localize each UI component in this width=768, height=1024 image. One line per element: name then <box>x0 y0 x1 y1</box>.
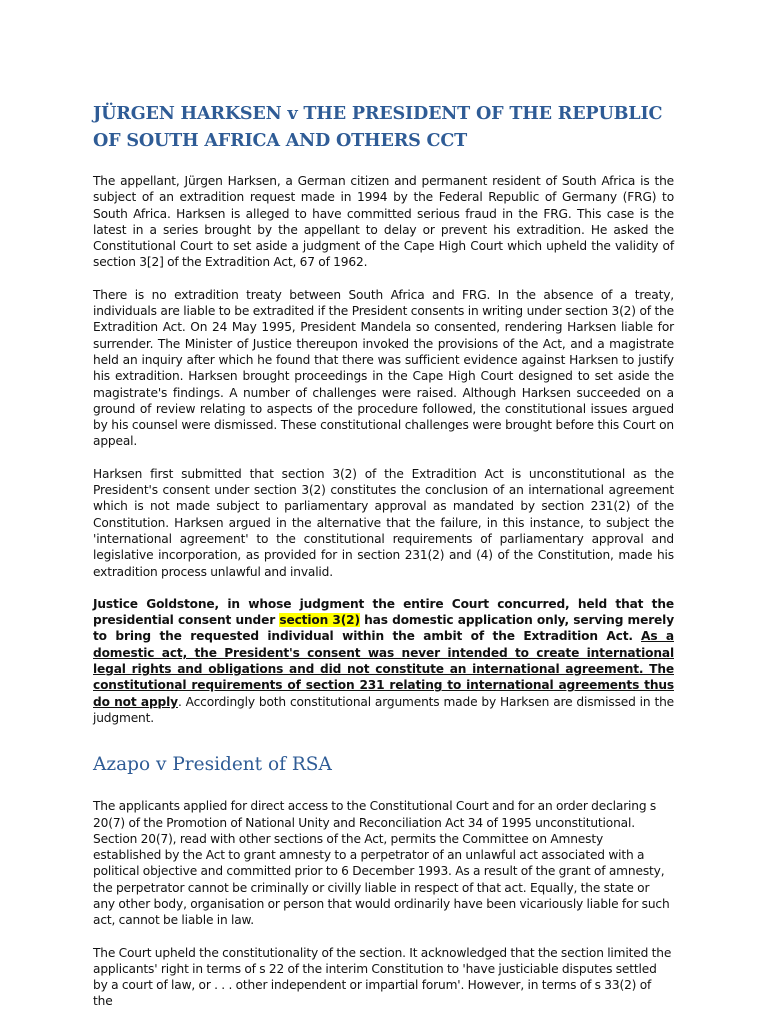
holding-text-continued: has domestic application only, serving merely to bring the requested individual within the ambit of the Extradition Act. <box>93 613 674 644</box>
holding-underlined-text: As a domestic act, the President's consent was never intended to create international legal rights and obligations and did not constitute an international agreement. The constitutional requirements of section 231 relating to international agreements thus do not apply <box>93 629 674 709</box>
case-title-azapo: Azapo v President of RSA <box>93 754 332 776</box>
harksen-paragraph-2: There is no extradition treaty between South Africa and FRG. In the absence of a treaty, individuals are liable to be extradited if the President consents in writing under section 3(2) of the Extradition Act. On 24 May 1995, President Mandela so consented, rendering Harksen liable for surrender. The Minister of Justice thereupon invoked the provisions of the Act, and a magistrate held an inquiry after which he found that there was sufficient evidence against Harksen to justify his extradition. Harksen brought proceedings in the Cape High Court designed to set aside the magistrate's findings. A number of challenges were raised. Although Harksen succeeded on a ground of review relating to aspects of the procedure followed, the constitutional issues argued by his counsel were dismissed. These constitutional challenges were brought before this Court on appeal. <box>93 287 674 449</box>
case-title-harksen: JÜRGEN HARKSEN v THE PRESIDENT OF THE REPUBLIC OF SOUTH AFRICA AND OTHERS CCT <box>93 103 663 151</box>
holding-text: Justice Goldstone, in whose judgment the entire Court concurred, held that the presidential consent under <box>93 596 674 628</box>
azapo-paragraph-2: The Court upheld the constitutionality of the section. It acknowledged that the section limited the applicants' right in terms of s 22 of the interim Constitution to 'have justiciable disputes settled by a court of law, or . . . other independent or impartial forum'. However, in terms of s 33(2) of the <box>93 945 672 1009</box>
document-page <box>93 96 674 1010</box>
section-reference-highlight: section 3(2) <box>279 613 360 628</box>
holding-conclusion-text: . Accordingly both constitutional arguments made by Harksen are dismissed in the judgment. <box>93 694 675 725</box>
holding-gap <box>633 629 641 643</box>
harksen-paragraph-1: The appellant, Jürgen Harksen, a German citizen and permanent resident of South Africa is the subject of an extradition request made in 1994 by the Federal Republic of Germany (FRG) to South Africa. Harksen is alleged to have committed serious fraud in the FRG. This case is the latest in a series brought by the appellant to delay or prevent his extradition. He asked the Constitutional Court to set aside a judgment of the Cape High Court which upheld the validity of section 3[2] of the Extradition Act, 67 of 1962. <box>93 174 674 270</box>
harksen-paragraph-4 <box>93 596 674 726</box>
azapo-paragraph-1: The applicants applied for direct access to the Constitutional Court and for an order declaring s 20(7) of the Promotion of National Unity and Reconciliation Act 34 of 1995 unconstitutional. Section 20(7), read with other sections of the Act, permits the Committee on Amnesty established by the Act to grant amnesty to a perpetrator of an unlawful act associated with a political objective and committed prior to 6 December 1993. As a result of the grant of amnesty, the perpetrator cannot be criminally or civilly liable in respect of that act. Equally, the state or any other body, organisation or person that would ordinarily have been vicariously liable for such act, cannot be liable in law. <box>93 799 670 928</box>
harksen-paragraph-3: Harksen first submitted that section 3(2) of the Extradition Act is unconstitutional as the President's consent under section 3(2) constitutes the conclusion of an international agreement which is not made subject to parliamentary approval as mandated by section 231(2) of the Constitution. Harksen argued in the alternative that the failure, in this instance, to subject the 'international agreement' to the constitutional requirements of parliamentary approval and legislative incorporation, as provided for in section 231(2) and (4) of the Constitution, made his extradition process unlawful and invalid. <box>93 466 674 579</box>
